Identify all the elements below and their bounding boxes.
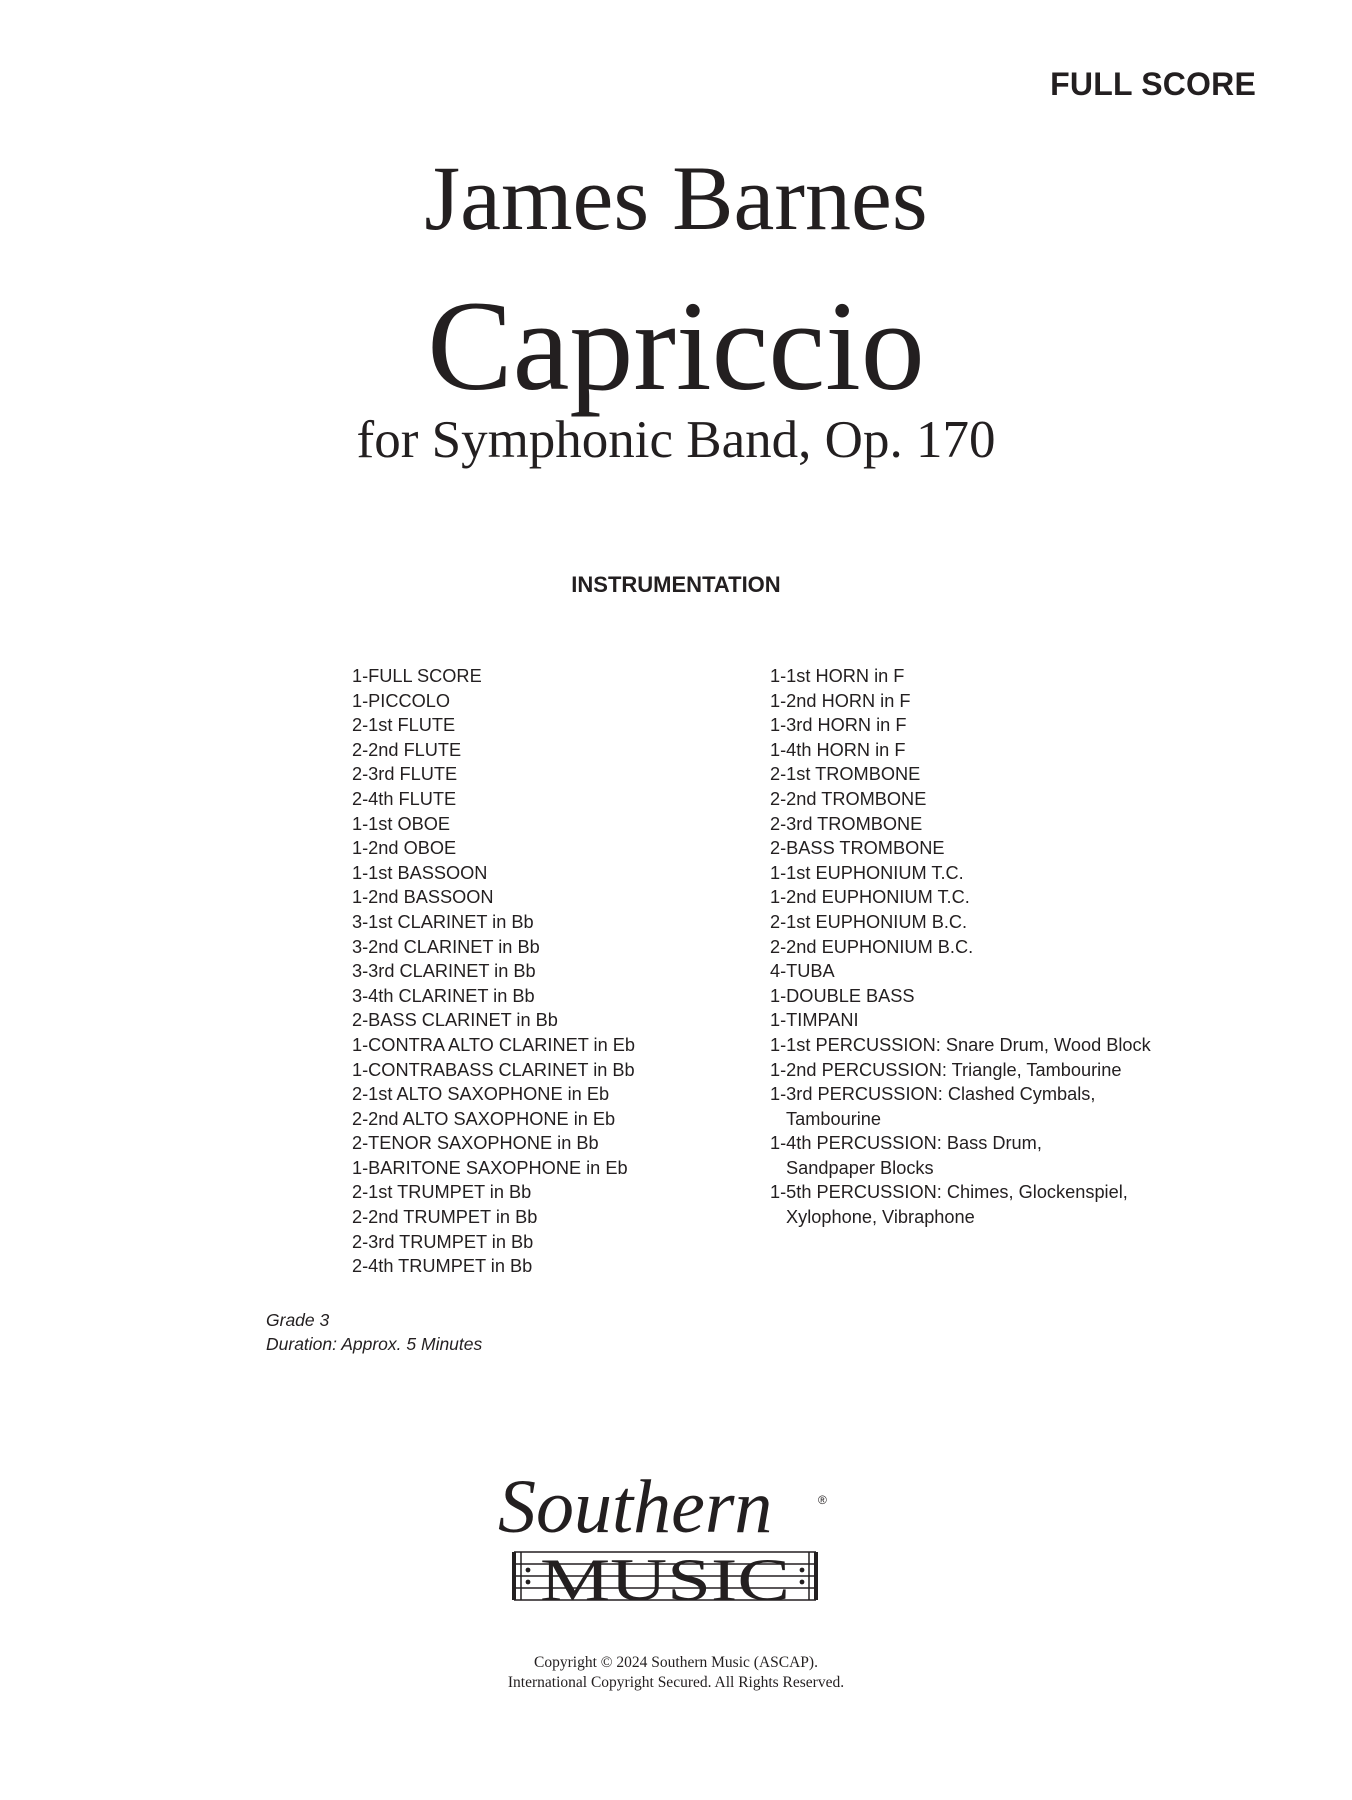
- instrument-item: 2-3rd TROMBONE: [770, 813, 923, 834]
- instrument-item: 1-1st HORN in F: [770, 666, 905, 686]
- instrument-list-right: [770, 664, 1151, 1230]
- copyright-line-2: International Copyright Secured. All Rights Reserved.: [507, 1674, 845, 1691]
- instrument-item: 1-PICCOLO: [352, 690, 451, 711]
- instrument-item: 2-1st TRUMPET in Bb: [352, 1182, 532, 1203]
- instrument-item: 2-BASS TROMBONE: [770, 838, 945, 859]
- instrument-item: 2-4th FLUTE: [352, 788, 457, 809]
- instrument-item: 1-4th PERCUSSION: Bass Drum,: [770, 1133, 1042, 1154]
- logo-southern-text: Southern: [498, 1470, 773, 1549]
- instrument-item: 3-1st CLARINET in Bb: [352, 911, 534, 932]
- instrument-item: 2-2nd TROMBONE: [770, 788, 927, 809]
- instrument-item: 2-TENOR SAXOPHONE in Bb: [352, 1133, 599, 1154]
- instrument-item: 1-DOUBLE BASS: [770, 985, 915, 1006]
- instrument-item: 1-TIMPANI: [770, 1010, 859, 1031]
- instrument-item: 1-2nd EUPHONIUM T.C.: [770, 887, 970, 908]
- instrument-item-continuation: Xylophone, Vibraphone: [786, 1207, 975, 1228]
- grade-info: [266, 1308, 482, 1356]
- instrument-item: 2-1st EUPHONIUM B.C.: [770, 911, 968, 932]
- instrument-item: 2-4th TRUMPET in Bb: [352, 1256, 533, 1277]
- copyright-notice: [0, 1653, 1352, 1693]
- instrument-item: 1-2nd OBOE: [352, 838, 457, 859]
- instrument-item: 2-2nd EUPHONIUM B.C.: [770, 936, 974, 957]
- instrument-item: 1-5th PERCUSSION: Chimes, Glockenspiel,: [770, 1182, 1128, 1203]
- instrument-item: 1-FULL SCORE: [352, 666, 482, 686]
- instrument-item: 4-TUBA: [770, 961, 835, 982]
- instrument-item: 2-2nd TRUMPET in Bb: [352, 1207, 538, 1228]
- southern-music-logo: [490, 1470, 850, 1620]
- instrument-item: 2-1st TROMBONE: [770, 764, 921, 785]
- instrument-item: 1-3rd HORN in F: [770, 715, 907, 736]
- instrument-item: 2-1st FLUTE: [352, 715, 456, 736]
- instrument-item: 2-2nd FLUTE: [352, 739, 462, 760]
- instrument-item: 1-BARITONE SAXOPHONE in Eb: [352, 1157, 628, 1178]
- instrument-item: 2-3rd FLUTE: [352, 764, 458, 785]
- work-subtitle: for Symphonic Band, Op. 170: [356, 411, 996, 469]
- instrument-item: 1-4th HORN in F: [770, 739, 906, 760]
- instrument-item: 1-2nd HORN in F: [770, 690, 911, 711]
- instrument-item: 3-2nd CLARINET in Bb: [352, 936, 540, 957]
- composer-name: James Barnes: [424, 147, 928, 249]
- instrument-item: 2-2nd ALTO SAXOPHONE in Eb: [352, 1108, 616, 1129]
- instrument-item: 1-1st BASSOON: [352, 862, 488, 883]
- instrument-item: 1-1st PERCUSSION: Snare Drum, Wood Block: [770, 1034, 1151, 1055]
- copyright-line-1: Copyright © 2024 Southern Music (ASCAP).: [534, 1654, 818, 1671]
- instrument-item: 1-CONTRABASS CLARINET in Bb: [352, 1059, 635, 1080]
- instrument-list-left: [352, 664, 635, 1279]
- instrument-item: 2-3rd TRUMPET in Bb: [352, 1231, 534, 1252]
- instrument-item: 3-3rd CLARINET in Bb: [352, 961, 536, 982]
- instrument-item-continuation: Tambourine: [786, 1108, 882, 1129]
- instrument-item: 1-3rd PERCUSSION: Clashed Cymbals,: [770, 1084, 1096, 1105]
- instrument-item: 2-1st ALTO SAXOPHONE in Eb: [352, 1084, 610, 1105]
- instrument-item: 3-4th CLARINET in Bb: [352, 985, 535, 1006]
- duration: Duration: Approx. 5 Minutes: [266, 1334, 483, 1354]
- instrument-item-continuation: Sandpaper Blocks: [786, 1157, 934, 1178]
- logo-registered-mark: ®: [818, 1493, 827, 1507]
- full-score-label: FULL SCORE: [1050, 66, 1256, 102]
- instrument-item: 1-2nd PERCUSSION: Triangle, Tambourine: [770, 1059, 1122, 1080]
- work-title: Capriccio: [427, 275, 925, 417]
- instrument-item: 1-1st OBOE: [352, 813, 451, 834]
- instrument-item: 1-2nd BASSOON: [352, 887, 494, 908]
- instrumentation-heading: INSTRUMENTATION: [571, 572, 781, 597]
- logo-music-text: MUSIC: [540, 1547, 790, 1613]
- instrument-item: 2-BASS CLARINET in Bb: [352, 1010, 558, 1031]
- instrument-item: 1-1st EUPHONIUM T.C.: [770, 862, 964, 883]
- grade-level: Grade 3: [266, 1310, 330, 1330]
- instrument-item: 1-CONTRA ALTO CLARINET in Eb: [352, 1034, 636, 1055]
